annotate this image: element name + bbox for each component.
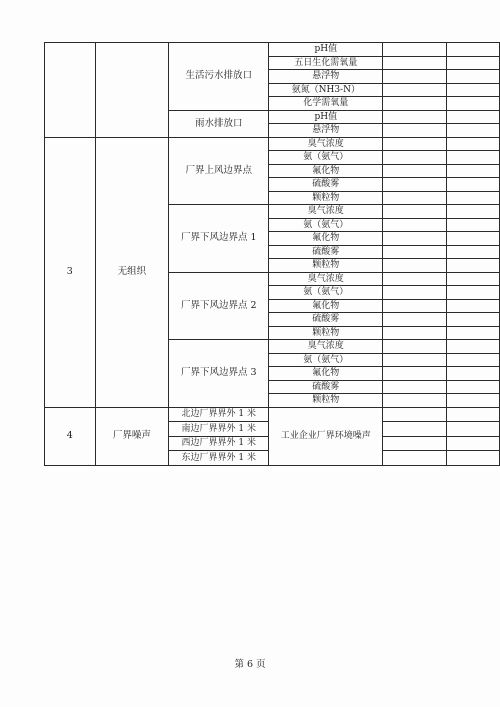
item-cell: 氨（氨气） xyxy=(269,353,383,367)
category-cell xyxy=(95,43,169,138)
blank-cell-a xyxy=(383,151,447,165)
location-cell: 西边厂界界外 1 米 xyxy=(169,436,269,451)
item-cell: pH值 xyxy=(269,110,383,124)
location-cell: 厂界下风边界点 3 xyxy=(169,340,269,408)
blank-cell-a xyxy=(383,394,447,408)
blank-cell-b xyxy=(447,286,500,300)
blank-cell-a xyxy=(383,245,447,259)
blank-cell-b xyxy=(447,205,500,219)
item-cell: 硫酸雾 xyxy=(269,178,383,192)
item-cell: 颗粒物 xyxy=(269,394,383,408)
item-cell: 颗粒物 xyxy=(269,326,383,340)
blank-cell-b xyxy=(447,380,500,394)
item-cell: 臭气浓度 xyxy=(269,340,383,354)
blank-cell-b xyxy=(447,137,500,151)
item-cell: pH值 xyxy=(269,43,383,57)
location-cell: 北边厂界界外 1 米 xyxy=(169,407,269,422)
page-number xyxy=(0,656,500,670)
blank-cell-b xyxy=(447,70,500,84)
monitoring-table-body xyxy=(45,43,500,466)
blank-cell-a xyxy=(383,218,447,232)
blank-cell-b xyxy=(447,97,500,111)
blank-cell-a xyxy=(383,178,447,192)
category-cell: 厂界噪声 xyxy=(95,407,169,465)
blank-cell-a xyxy=(383,70,447,84)
blank-cell-b xyxy=(447,422,500,437)
item-cell: 臭气浓度 xyxy=(269,272,383,286)
blank-cell-a xyxy=(383,164,447,178)
location-cell: 东边厂界界外 1 米 xyxy=(169,451,269,466)
blank-cell-b xyxy=(447,245,500,259)
blank-cell-a xyxy=(383,272,447,286)
blank-cell-a xyxy=(383,326,447,340)
blank-cell-b xyxy=(447,191,500,205)
blank-cell-b xyxy=(447,436,500,451)
blank-cell-b xyxy=(447,367,500,381)
item-cell: 颗粒物 xyxy=(269,259,383,273)
item-cell: 氨（氨气） xyxy=(269,218,383,232)
item-cell: 五日生化需氧量 xyxy=(269,56,383,70)
blank-cell-a xyxy=(383,205,447,219)
blank-cell-b xyxy=(447,326,500,340)
table-row xyxy=(45,137,500,151)
blank-cell-b xyxy=(447,299,500,313)
item-cell: 硫酸雾 xyxy=(269,380,383,394)
blank-cell-a xyxy=(383,367,447,381)
blank-cell-a xyxy=(383,232,447,246)
item-cell: 臭气浓度 xyxy=(269,205,383,219)
item-cell: 臭气浓度 xyxy=(269,137,383,151)
item-cell: 悬浮物 xyxy=(269,124,383,138)
blank-cell-a xyxy=(383,56,447,70)
blank-cell-b xyxy=(447,272,500,286)
blank-cell-a xyxy=(383,407,447,422)
blank-cell-a xyxy=(383,124,447,138)
blank-cell-b xyxy=(447,164,500,178)
blank-cell-a xyxy=(383,340,447,354)
blank-cell-a xyxy=(383,313,447,327)
location-cell: 厂界下风边界点 1 xyxy=(169,205,269,273)
blank-cell-b xyxy=(447,353,500,367)
blank-cell-a xyxy=(383,380,447,394)
location-cell: 生活污水排放口 xyxy=(169,43,269,111)
item-cell: 氟化物 xyxy=(269,367,383,381)
blank-cell-a xyxy=(383,422,447,437)
blank-cell-b xyxy=(447,124,500,138)
blank-cell-a xyxy=(383,436,447,451)
blank-cell-a xyxy=(383,286,447,300)
location-cell: 雨水排放口 xyxy=(169,110,269,137)
blank-cell-a xyxy=(383,97,447,111)
blank-cell-a xyxy=(383,353,447,367)
blank-cell-b xyxy=(447,218,500,232)
item-cell: 化学需氧量 xyxy=(269,97,383,111)
table-row xyxy=(45,43,500,57)
blank-cell-b xyxy=(447,110,500,124)
blank-cell-a xyxy=(383,110,447,124)
blank-cell-b xyxy=(447,56,500,70)
blank-cell-b xyxy=(447,394,500,408)
item-cell: 悬浮物 xyxy=(269,70,383,84)
blank-cell-a xyxy=(383,451,447,466)
blank-cell-b xyxy=(447,232,500,246)
table-row xyxy=(45,407,500,422)
blank-cell-a xyxy=(383,259,447,273)
blank-cell-a xyxy=(383,299,447,313)
item-cell: 氨（氨气） xyxy=(269,286,383,300)
blank-cell-b xyxy=(447,43,500,57)
item-cell: 氟化物 xyxy=(269,232,383,246)
location-cell: 厂界上风边界点 xyxy=(169,137,269,205)
item-cell: 氨（氨气） xyxy=(269,151,383,165)
blank-cell-b xyxy=(447,340,500,354)
blank-cell-b xyxy=(447,178,500,192)
blank-cell-b xyxy=(447,151,500,165)
location-cell: 厂界下风边界点 2 xyxy=(169,272,269,340)
serial-number-cell: 4 xyxy=(45,407,96,465)
item-cell: 氨氮（NH3-N） xyxy=(269,83,383,97)
item-cell: 工业企业厂界环境噪声 xyxy=(269,407,383,465)
serial-number-cell xyxy=(45,43,96,138)
blank-cell-b xyxy=(447,451,500,466)
category-cell: 无组织 xyxy=(95,137,169,407)
blank-cell-a xyxy=(383,137,447,151)
monitoring-table xyxy=(44,42,500,466)
blank-cell-b xyxy=(447,259,500,273)
item-cell: 氟化物 xyxy=(269,299,383,313)
item-cell: 颗粒物 xyxy=(269,191,383,205)
blank-cell-a xyxy=(383,43,447,57)
item-cell: 硫酸雾 xyxy=(269,245,383,259)
blank-cell-b xyxy=(447,313,500,327)
serial-number-cell: 3 xyxy=(45,137,96,407)
page-number-text: 第 6 页 xyxy=(234,659,266,670)
blank-cell-b xyxy=(447,83,500,97)
item-cell: 氟化物 xyxy=(269,164,383,178)
location-cell: 南边厂界界外 1 米 xyxy=(169,422,269,437)
blank-cell-b xyxy=(447,407,500,422)
blank-cell-a xyxy=(383,191,447,205)
item-cell: 硫酸雾 xyxy=(269,313,383,327)
blank-cell-a xyxy=(383,83,447,97)
